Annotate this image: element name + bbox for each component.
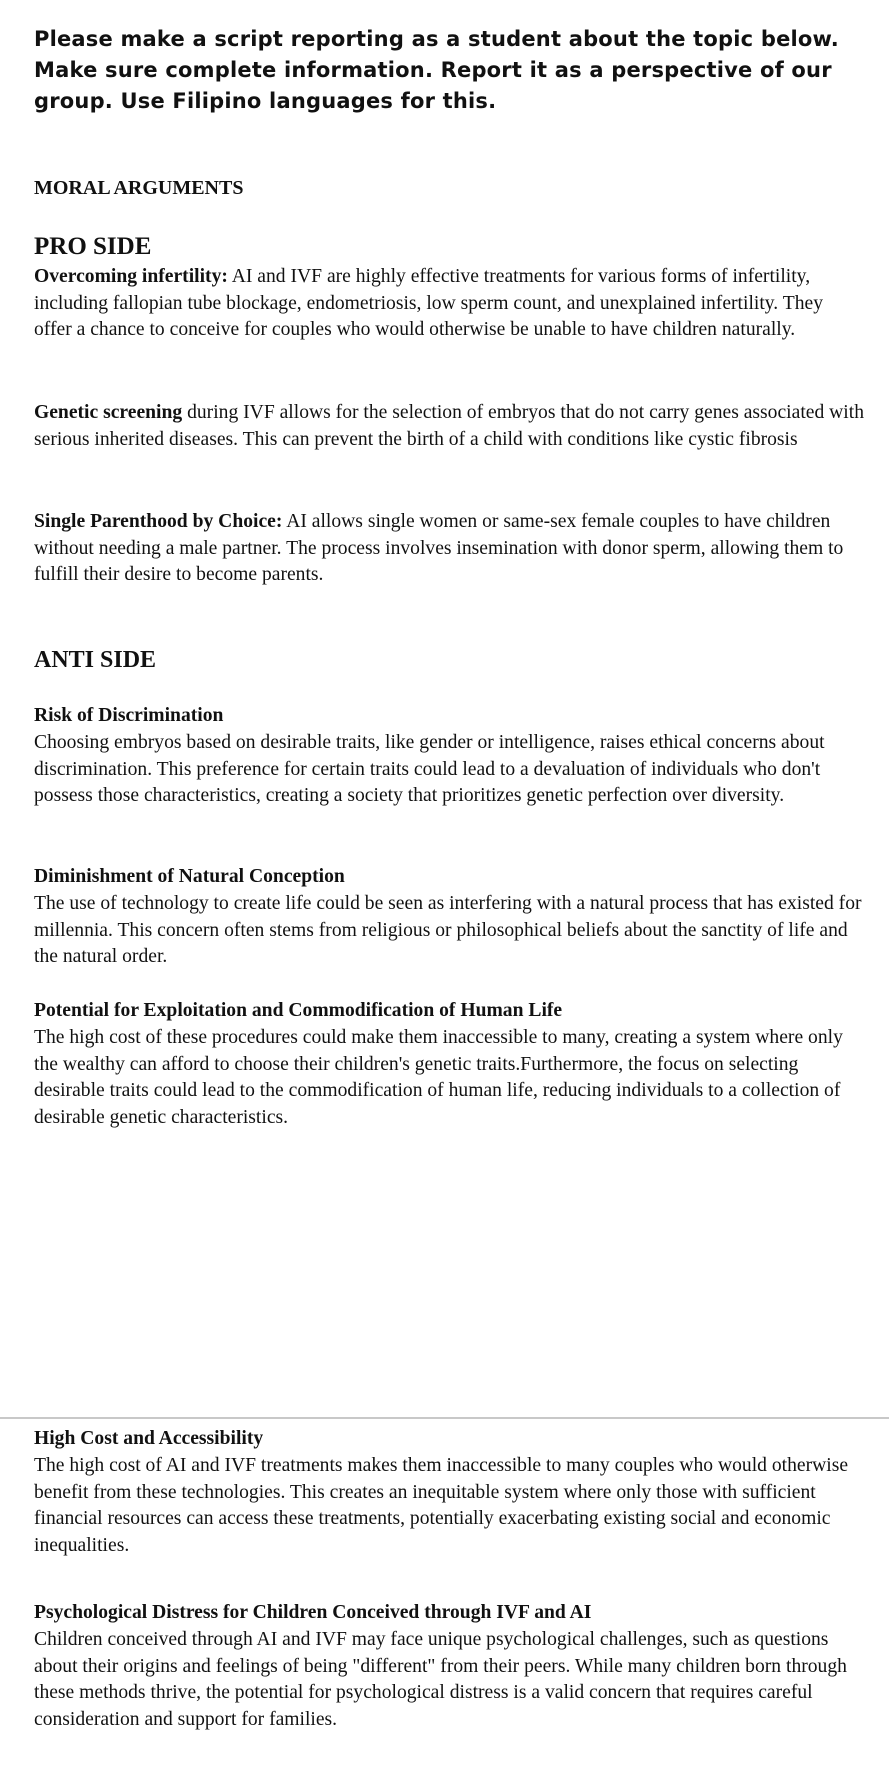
anti-item-text: The use of technology to create life could be seen as interfering with a natural process that has existed for millennia. This concern often stems from religious or philosophical beliefs about the sanctity of life and the natural order.: [34, 893, 862, 967]
page-break-divider: [0, 1417, 889, 1419]
anti-item-text: The high cost of these procedures could make them inaccessible to many, creating a system where only the wealthy can afford to choose their children's genetic traits.Furthermore, the focus on selecting desirable traits could lead to the commodification of human life, reducing individuals to a collection of desirable genetic characteristics.: [34, 1027, 843, 1128]
anti-item-text: The high cost of AI and IVF treatments makes them inaccessible to many couples who would otherwise benefit from these technologies. This creates an inequitable system where only those with sufficient financial resources can access these treatments, potentially exacerbating existing social and economic inequalities.: [34, 1455, 849, 1556]
pro-item-text: AI and IVF are highly effective treatments for various forms of infertility, including fallopian tube blockage, endometriosis, low sperm count, and unexplained infertility. They offer a chance to conceive for couples who would otherwise be unable to have children naturally.: [34, 266, 824, 340]
instruction-prompt: Please make a script reporting as a student about the topic below. Make sure complete information. Report it as a perspective of our group. Use Filipino languages for this.: [34, 27, 839, 113]
anti-item-title: Risk of Discrimination: [34, 705, 224, 726]
pro-item-overcoming-infertility: [34, 264, 864, 344]
section-title: MORAL ARGUMENTS: [34, 177, 244, 199]
pro-item-genetic-screening: [34, 400, 864, 453]
pro-item-lead: Overcoming infertility:: [34, 266, 228, 287]
anti-item-text: Choosing embryos based on desirable traits, like gender or intelligence, raises ethical concerns about discrimination. This preference for certain traits could lead to a devaluation of individuals who don't possess those characteristics, creating a society that prioritizes genetic perfection over diversity.: [34, 732, 825, 806]
anti-side-heading: ANTI SIDE: [34, 647, 157, 673]
anti-item-title: High Cost and Accessibility: [34, 1428, 264, 1449]
pro-item-single-parenthood: [34, 509, 864, 589]
anti-item-title: Diminishment of Natural Conception: [34, 866, 345, 887]
pro-item-text: during IVF allows for the selection of embryos that do not carry genes associated with serious inherited diseases. This can prevent the birth of a child with conditions like cystic fibrosis: [34, 402, 864, 450]
anti-item-title: Psychological Distress for Children Conceived through IVF and AI: [34, 1602, 592, 1623]
pro-item-text: AI allows single women or same-sex female couples to have children without needing a male partner. The process involves insemination with donor sperm, allowing them to fulfill their desire to become parents.: [34, 511, 844, 585]
anti-item-text: Children conceived through AI and IVF may face unique psychological challenges, such as questions about their origins and feelings of being "different" from their peers. While many children born through these methods thrive, the potential for psychological distress is a valid concern that requires careful consideration and support for families.: [34, 1629, 847, 1730]
pro-item-lead: Genetic screening: [34, 402, 183, 423]
anti-item-title: Potential for Exploitation and Commodification of Human Life: [34, 1000, 563, 1021]
pro-side-heading: PRO SIDE: [34, 233, 152, 260]
pro-item-lead: Single Parenthood by Choice:: [34, 511, 283, 532]
